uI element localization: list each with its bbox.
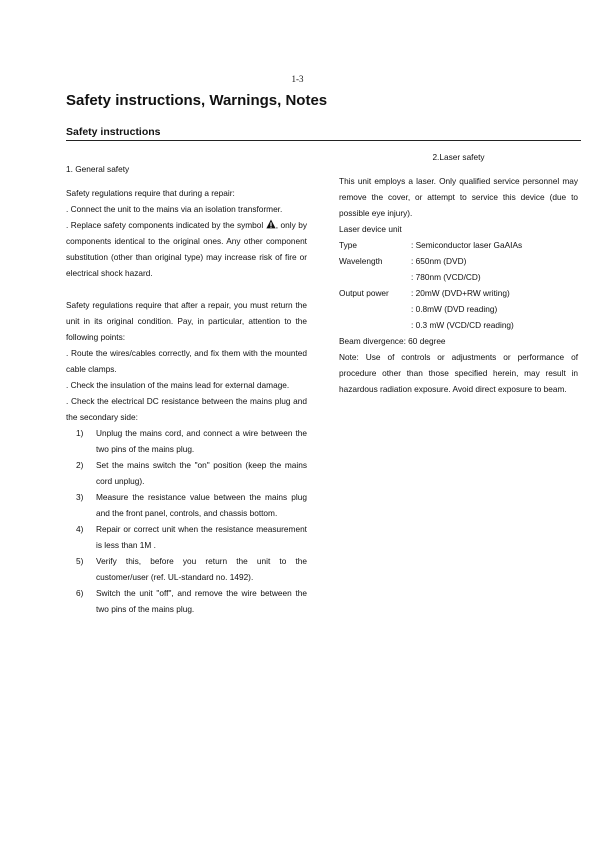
section-title: Safety instructions <box>66 126 161 138</box>
point-check-resistance: . Check the electrical DC resistance between the mains plug and the secondary side: <box>66 396 307 422</box>
list-item <box>66 457 307 489</box>
step-number: 1) <box>76 428 84 438</box>
spec-label: Type <box>339 240 357 250</box>
step-number: 6) <box>76 588 84 598</box>
step-number: 2) <box>76 460 84 470</box>
spec-value: : 20mW (DVD+RW writing) <box>411 288 510 298</box>
page-title: Safety instructions, Warnings, Notes <box>66 92 328 109</box>
step-number: 5) <box>76 556 84 566</box>
point-check-insulation: . Check the insulation of the mains lead for external damage. <box>66 380 290 390</box>
laser-intro: This unit employs a laser. Only qualified service personnel may remove the cover, or attempt to service this device (due to possible eye injury). <box>339 176 578 218</box>
step-text: Switch the unit "off", and remove the wire between the two pins of the mains plug. <box>96 588 307 614</box>
beam-divergence: Beam divergence: 60 degree <box>339 336 446 346</box>
step-text: Measure the resistance value between the mains plug and the front panel, controls, and chassis bottom. <box>96 492 307 518</box>
spec-label: Output power <box>339 288 389 298</box>
laser-safety-heading: 2.Laser safety <box>432 152 485 162</box>
step-number: 4) <box>76 524 84 534</box>
after-repair-intro: Safety regulations require that after a repair, you must return the unit in its original condition. Pay, in particular, attention to the following points: <box>66 300 307 342</box>
spec-label: Wavelength <box>339 256 383 266</box>
general-safety-column <box>66 161 307 617</box>
point-route-wires: . Route the wires/cables correctly, and fix them with the mounted cable clamps. <box>66 348 307 374</box>
safety-components-text-a: . Replace safety components indicated by the symbol <box>66 220 266 230</box>
general-intro: Safety regulations require that during a repair: <box>66 188 235 198</box>
safety-components-text-b: , only by components identical to the original ones. Any other component substitution (other than original type) may increase risk of fire or electrical shock hazard. <box>66 220 308 278</box>
warning-triangle-icon <box>266 219 276 229</box>
spec-value: : Semiconductor laser GaAIAs <box>411 240 523 250</box>
resistance-check-steps <box>66 425 307 617</box>
spec-value: : 780nm (VCD/CD) <box>411 272 481 282</box>
general-item-isolation: . Connect the unit to the mains via an isolation transformer. <box>66 204 283 214</box>
step-text: Repair or correct unit when the resistance measurement is less than 1M . <box>96 524 307 550</box>
spec-value: : 650nm (DVD) <box>411 256 467 266</box>
general-item-safety-components <box>66 217 307 281</box>
page-number: 1-3 <box>291 74 304 84</box>
list-item <box>66 489 307 521</box>
laser-note: Note: Use of controls or adjustments or performance of procedure other than those specified herein, may result in hazardous radiation exposure. Avoid direct exposure to beam. <box>339 352 578 394</box>
spec-row-output-dvd-read <box>339 301 578 317</box>
list-item <box>66 585 307 617</box>
general-safety-heading: 1. General safety <box>66 164 130 174</box>
spec-row-wavelength-cd <box>339 269 578 285</box>
step-number: 3) <box>76 492 84 502</box>
spec-row-wavelength <box>339 253 578 269</box>
step-text: Unplug the mains cord, and connect a wire between the two pins of the mains plug. <box>96 428 307 454</box>
list-item <box>66 553 307 585</box>
laser-safety-column <box>339 149 578 397</box>
step-text: Verify this, before you return the unit to the customer/user (ref. UL-standard no. 1492). <box>96 556 307 582</box>
list-item <box>66 521 307 553</box>
spec-row-type <box>339 237 578 253</box>
spec-row-output-cd-read <box>339 317 578 333</box>
list-item <box>66 425 307 457</box>
spec-row-output-power <box>339 285 578 301</box>
spec-value: : 0.8mW (DVD reading) <box>411 304 498 314</box>
laser-device-unit: Laser device unit <box>339 224 402 234</box>
step-text: Set the mains switch the "on" position (keep the mains cord unplug). <box>96 460 307 486</box>
section-divider <box>66 140 581 141</box>
spec-value: : 0.3 mW (VCD/CD reading) <box>411 320 514 330</box>
